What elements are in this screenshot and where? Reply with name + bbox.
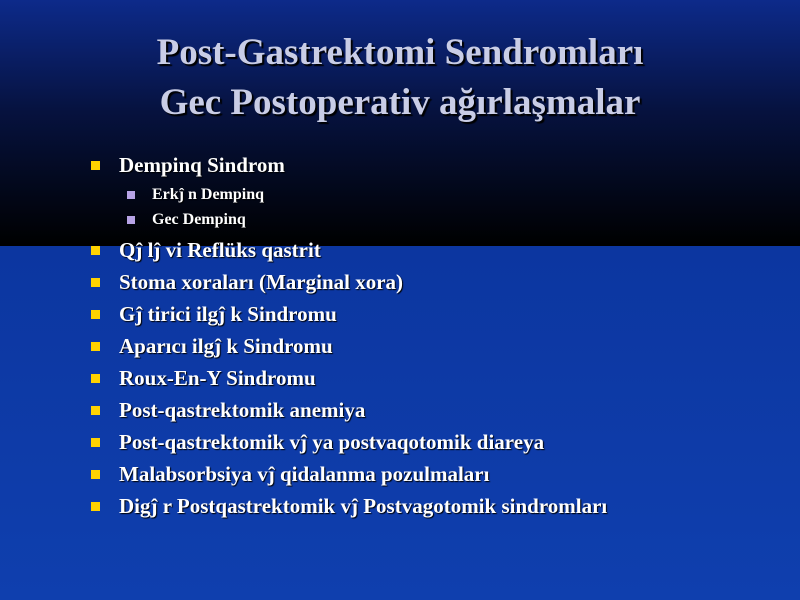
list-item-aparici: [88, 334, 778, 358]
list-item-stoma: [88, 270, 778, 294]
list-item-label: Dempinq Sindrom: [119, 153, 285, 177]
list-item-label: Aparıcı ilgĵ k Sindromu: [119, 334, 333, 358]
list-item-anemiya: [88, 398, 778, 422]
list-item-label: Stoma xoraları (Marginal xora): [119, 270, 404, 294]
list-item-getirici: [88, 302, 778, 326]
list-item-label: Post-qastrektomik anemiya: [119, 398, 366, 422]
square-bullet-icon: [91, 161, 100, 170]
square-bullet-icon: [91, 278, 100, 287]
square-bullet-icon: [91, 470, 100, 479]
list-item-label: Gĵ tirici ilgĵ k Sindromu: [119, 302, 337, 326]
list-item-label: Roux-En-Y Sindromu: [119, 366, 316, 390]
square-bullet-icon: [91, 438, 100, 447]
list-item-label: Post-qastrektomik vĵ ya postvaqotomik diareya: [119, 430, 545, 454]
list-item-label: Malabsorbsiya vĵ qidalanma pozulmaları: [119, 462, 490, 486]
sub-item-gec-dempinq: [127, 210, 778, 230]
list-item-reflux: [88, 238, 778, 262]
sub-item-label: Erkĵ n Dempinq: [152, 186, 265, 203]
square-bullet-icon: [91, 342, 100, 351]
square-bullet-icon: [91, 502, 100, 511]
list-item-malabsorbsiya: [88, 462, 778, 486]
list-item-label: Digĵ r Postqastrektomik vĵ Postvagotomik sindromları: [119, 494, 608, 518]
sub-item-label: Gec Dempinq: [152, 211, 246, 228]
list-item-roux: [88, 366, 778, 390]
list-item-diareya: [88, 430, 778, 454]
slide-title: [0, 28, 800, 128]
sub-item-erken-dempinq: [127, 185, 778, 205]
square-bullet-icon: [91, 374, 100, 383]
title-line-2: Gec Postoperativ ağırlaşmalar: [159, 82, 641, 123]
title-line-1: Post-Gastrektomi Sendromları: [156, 32, 644, 73]
square-bullet-icon: [91, 246, 100, 255]
square-bullet-icon: [91, 406, 100, 415]
bullet-list: [88, 153, 778, 526]
square-bullet-icon: [127, 216, 135, 224]
square-bullet-icon: [91, 310, 100, 319]
list-item-label: Qĵ lĵ vi Reflüks qastrit: [119, 238, 321, 262]
list-item-diger: [88, 494, 778, 518]
square-bullet-icon: [127, 191, 135, 199]
list-item-dempinq: [88, 153, 778, 177]
